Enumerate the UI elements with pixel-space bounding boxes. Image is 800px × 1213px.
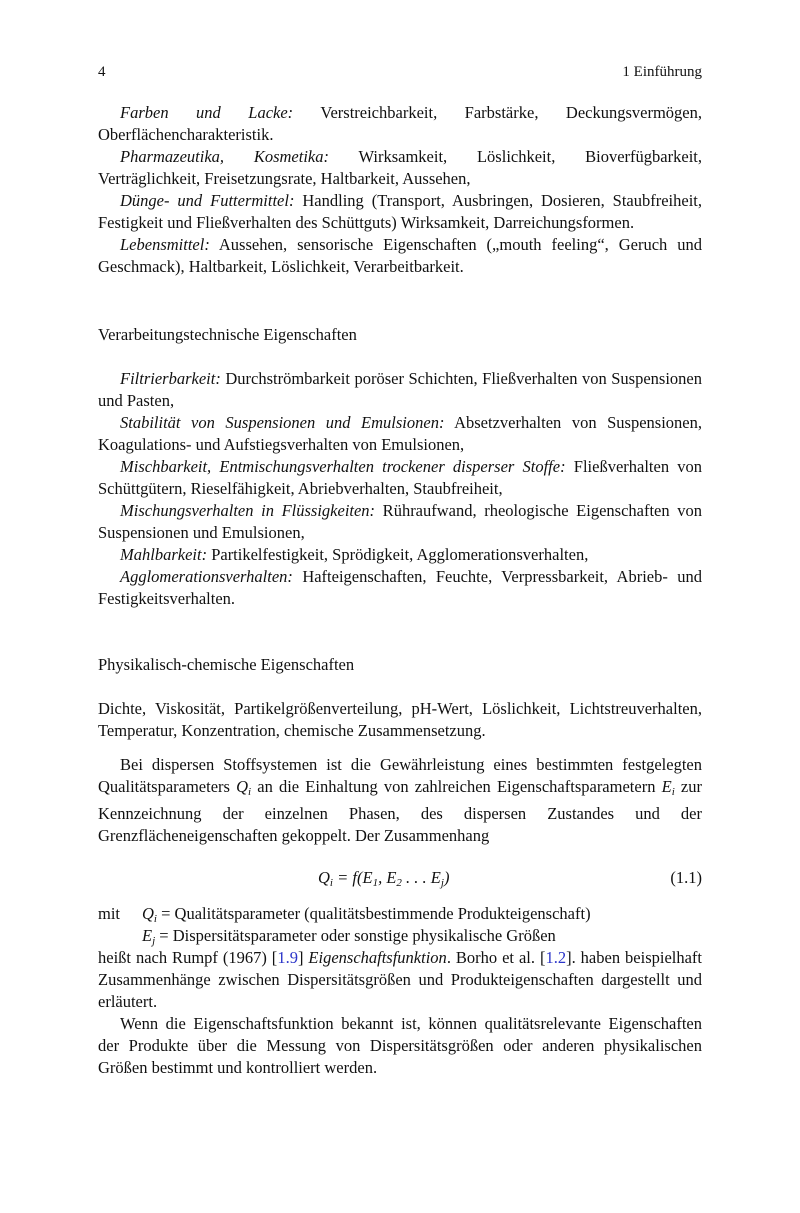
citation-link[interactable]: 1.9 xyxy=(277,948,298,967)
equation-expression: $Q_i = f(E_1$, $E_2$ . . . $E_j$) xyxy=(318,868,450,889)
section-heading: Verarbeitungstechnische Eigenschaften xyxy=(98,325,357,344)
citation-link[interactable]: 1.2 xyxy=(545,948,567,967)
list-item: Lebensmittel: Aussehen, sensorische Eigenschaften („mouth feeling“, Geruch und Geschmack), Haltbarkeit, Löslichkeit, Verarbeitbarkeit. xyxy=(98,235,702,276)
list-item: Farben und Lacke: Verstreichbarkeit, Farbstärke, Deckungsvermögen, Oberflächencharakteristik. xyxy=(98,103,703,144)
running-header xyxy=(98,62,702,82)
list-item: Mahlbarkeit: Partikelfestigkeit, Sprödigkeit, Agglomerationsverhalten, xyxy=(120,545,589,564)
list-item: Dünge- und Futtermittel: Handling (Transport, Ausbringen, Dosieren, Staubfreiheit, Festigkeit und Fließverhalten des Schüttguts) Wirksamkeit, Darreichungsformen. xyxy=(98,191,702,232)
list-item: Filtrierbarkeit: Durchströmbarkeit poröser Schichten, Fließverhalten von Suspensionen und Pasten, xyxy=(98,369,702,410)
page-number: 4 xyxy=(98,64,106,80)
paragraph: Bei dispersen Stoffsystemen ist die Gewährleistung eines bestimmten festgelegten Qualitätsparameters $Q_i$ an die Einhaltung von zahlreichen Eigenschaftsparametern $E_i$ zur Kennzeichnung der einzelnen Phasen, des dispersen Zustandes und der Grenzflächeneigenschaften gekoppelt. Der Zusammenhang xyxy=(98,755,702,845)
paragraph: Wenn die Eigenschaftsfunktion bekannt ist, können qualitätsrelevante Eigenschaften der Produkte über die Messung von Dispersitätsgrößen oder anderen physikalischen Größen bestimmt und kontrolliert werden. xyxy=(98,1014,702,1077)
definition-row: $E_j$ = Dispersitätsparameter oder sonstige physikalische Größen xyxy=(142,926,556,947)
definition-row: mit $Q_i$ = Qualitätsparameter (qualitätsbestimmende Produkteigenschaft) xyxy=(98,904,591,925)
list-item: Pharmazeutika, Kosmetika: Wirksamkeit, Löslichkeit, Bioverfügbarkeit, Verträglichkeit, Freisetzungsrate, Haltbarkeit, Aussehen, xyxy=(98,147,702,188)
page-body xyxy=(98,102,702,1079)
section-heading: Physikalisch-chemische Eigenschaften xyxy=(98,655,355,674)
list-item: Agglomerationsverhalten: Hafteigenschaften, Feuchte, Verpressbarkeit, Abrieb- und Festigkeitsverhalten. xyxy=(98,567,702,608)
equation-number: (1.1) xyxy=(670,868,702,887)
equation xyxy=(98,867,702,889)
paragraph: heißt nach Rumpf (1967) [1.9] Eigenschaftsfunktion. Borho et al. [1.2]. haben beispielhaft Zusammenhänge zwischen Dispersitätsgrößen und Produkteigenschaften dargestellt und erläutert. xyxy=(98,948,703,1011)
list-item: Mischungsverhalten in Flüssigkeiten: Rühraufwand, rheologische Eigenschaften von Suspensionen und Emulsionen, xyxy=(98,501,702,542)
list-item: Stabilität von Suspensionen und Emulsionen: Absetzverhalten von Suspensionen, Koagulations- und Aufstiegsverhalten von Emulsionen, xyxy=(98,413,702,454)
list-item: Mischbarkeit, Entmischungsverhalten trockener disperser Stoffe: Fließverhalten von Schüttgütern, Rieselfähigkeit, Abriebverhalten, Staubfreiheit, xyxy=(98,457,702,498)
paragraph: Dichte, Viskosität, Partikelgrößenverteilung, pH-Wert, Löslichkeit, Lichtstreuverhalten, Temperatur, Konzentration, chemische Zusammensetzung. xyxy=(98,699,702,740)
chapter-title: 1 Einführung xyxy=(622,64,702,80)
